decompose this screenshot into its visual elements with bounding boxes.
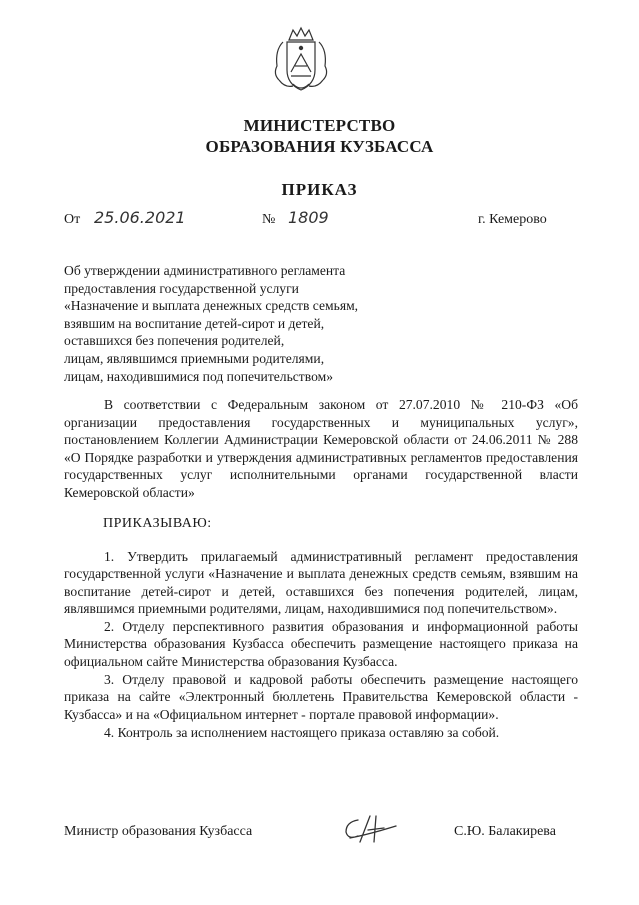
coat-of-arms-icon (269, 26, 333, 96)
number-prefix: № (262, 212, 276, 227)
order-item: 1. Утвердить прилагаемый административный регламент предоставления государственной услуги «Назначение и выплата денежных средств семьям, взявшим на воспитание детей-сирот и детей, оставшихся без попечения родителей, лицам, являвшимся приемными родителями, лицам, находившимися под попечительством». (64, 549, 578, 616)
ministry-name-line1: МИНИСТЕРСТВО (243, 116, 396, 135)
signatory-role: Министр образования Кузбасса (64, 824, 253, 839)
subject-line: взявшим на воспитание детей-сирот и детей, (64, 315, 325, 331)
subject-line: предоставления государственной услуги (64, 280, 299, 296)
order-items (64, 548, 578, 742)
subject-line: лицам, находившимися под попечительством» (64, 368, 334, 384)
order-word: ПРИКАЗЫВАЮ: (103, 516, 212, 531)
document-type-title: ПРИКАЗ (281, 180, 358, 199)
subject-line: «Назначение и выплата денежных средств семьям, (64, 298, 359, 314)
number-handwritten: 1809 (288, 208, 329, 227)
order-subject (64, 262, 404, 385)
date-handwritten: 25.06.2021 (94, 208, 186, 227)
city: г. Кемерово (478, 212, 547, 227)
date-prefix: От (64, 212, 81, 227)
preamble-paragraph: В соответствии с Федеральным законом от 27.07.2010 № 210-ФЗ «Об организации предоставления государственных и муниципальных услуг», постановлением Коллегии Администрации Кемеровской области от 24.06.2011 № 288 «О Порядке разработки и утверждения административных регламентов предоставления государственных услуг исполнительными органами государственной власти Кемеровской области» (64, 397, 578, 500)
subject-line: Об утверждении административного регламента (64, 263, 346, 278)
order-item: 4. Контроль за исполнением настоящего приказа оставляю за собой. (104, 724, 500, 740)
order-item: 3. Отделу правовой и кадровой работы обеспечить размещение настоящего приказа на сайте «Электронный бюллетень Правительства Кемеровской области - Кузбасса» и на «Официальном интернет - портале правовой информации». (64, 672, 578, 722)
signatory-name: С.Ю. Балакирева (454, 824, 556, 839)
subject-line: оставшихся без попечения родителей, (64, 333, 285, 349)
order-item: 2. Отделу перспективного развития образования и информационной работы Министерства образования Кузбасса обеспечить размещение настоящего приказа на официальном сайте Министерства образования Кузбасса. (64, 619, 578, 669)
subject-line: лицам, являвшимся приемными родителями, (64, 350, 325, 366)
handwritten-signature (340, 812, 402, 846)
ministry-name-line2: ОБРАЗОВАНИЯ КУЗБАССА (205, 137, 434, 156)
